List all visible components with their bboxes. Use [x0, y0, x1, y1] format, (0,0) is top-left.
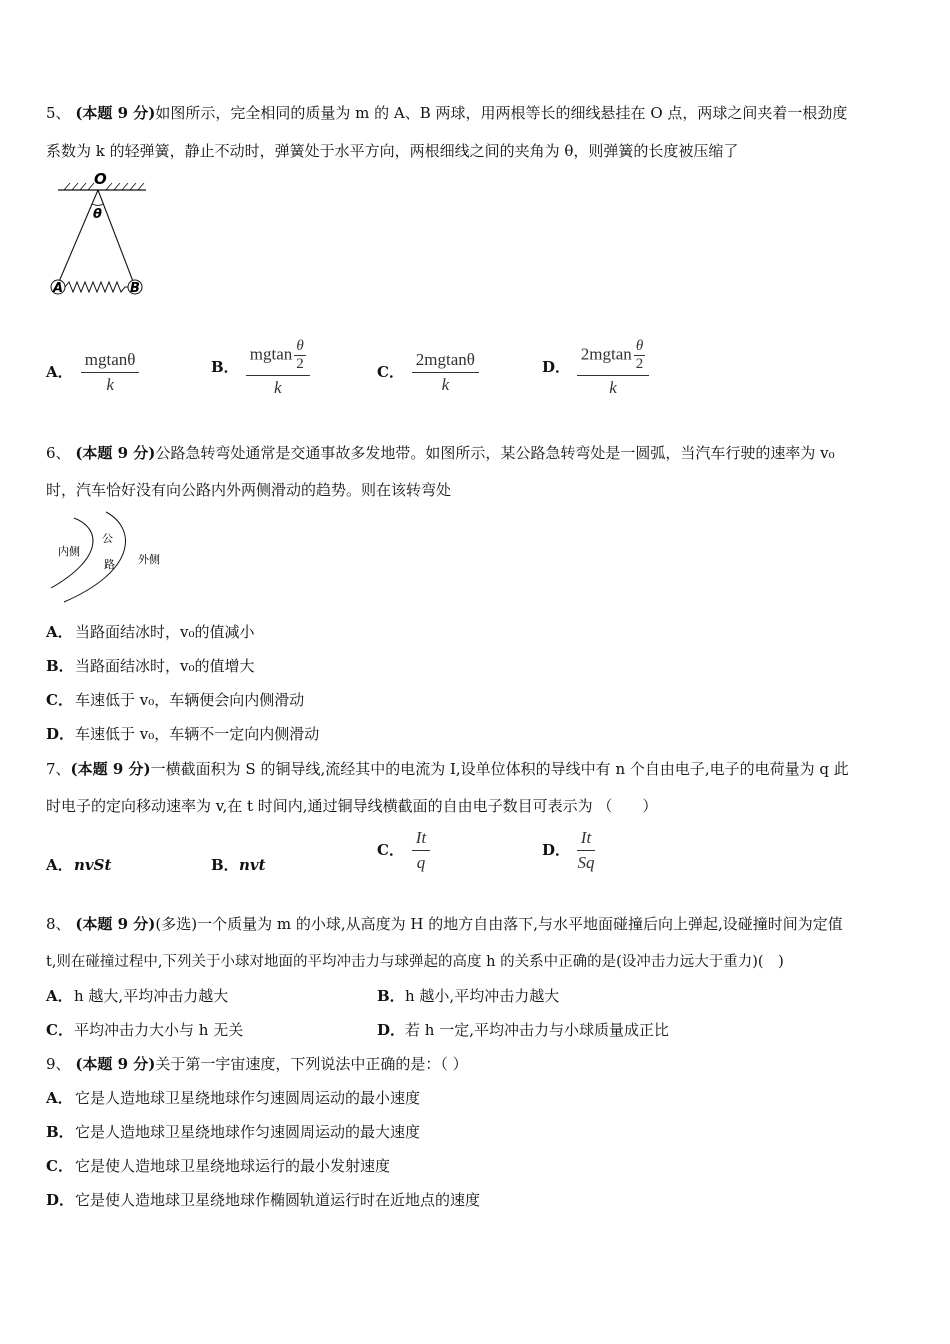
fraction-numerator: It [412, 828, 430, 851]
option-text: 它是使人造地球卫星绕地球运行的最小发射速度 [75, 1157, 391, 1175]
q5-option-a-fraction [81, 350, 140, 395]
fraction-numerator: 2mgtanθ [412, 350, 479, 373]
q5-spring [65, 282, 128, 292]
option-letter: C． [46, 691, 73, 709]
q7-line1 [46, 758, 849, 779]
q6-option-b [46, 655, 255, 676]
q6-option-d [46, 723, 319, 744]
q5-option-b-fraction [246, 338, 310, 398]
half-theta [634, 338, 646, 373]
q7-option-d [542, 828, 595, 873]
q7-option-c [377, 828, 430, 873]
q5-option-b [211, 338, 310, 398]
q5-option-d-fraction [577, 338, 650, 398]
q9-points: (本题 9 分) [75, 1055, 156, 1073]
q5-label-theta: θ [93, 207, 102, 222]
option-letter: C． [377, 840, 404, 859]
q8-points: (本题 9 分) [75, 915, 156, 933]
option-text: 车速低于 v₀，车辆不一定向内侧滑动 [75, 725, 320, 743]
fraction-denominator: k [274, 378, 282, 397]
q7-option-b [211, 854, 266, 875]
q5-figure [50, 170, 160, 300]
q8-option-b [377, 985, 559, 1006]
label-inner-side: 内侧 [58, 545, 80, 558]
mini-denominator: 2 [635, 356, 644, 372]
q7-option-a [46, 854, 111, 875]
option-letter: D． [542, 358, 571, 376]
q5-number: 5、 [46, 104, 71, 122]
q5-label-b: B [130, 281, 140, 296]
q9-text-1: 关于第一宇宙速度，下列说法中正确的是：（ ） [155, 1055, 468, 1073]
option-text: 它是人造地球卫星绕地球作匀速圆周运动的最小速度 [75, 1089, 421, 1107]
q7-text-1: 一横截面积为 S 的铜导线,流经其中的电流为 I,设单位体积的导线中有 n 个自由电子,电子的电荷量为 q 此 [150, 760, 849, 778]
q8-number: 8、 [46, 915, 71, 933]
q8-option-d [377, 1019, 669, 1040]
q8-line2: t,则在碰撞过程中,下列关于小球对地面的平均冲击力与球弹起的高度 h 的关系中正确的是(设冲击力远大于重力)( ) [46, 954, 784, 970]
option-text: nvSt [74, 856, 112, 874]
option-letter: D． [46, 1191, 75, 1209]
fraction-numerator: mgtanθ [81, 350, 140, 373]
q9-option-c [46, 1155, 390, 1176]
q5-label-a: A [53, 281, 64, 296]
q8-line1 [46, 913, 843, 934]
q9-option-d [46, 1189, 480, 1210]
fraction-denominator: k [106, 375, 114, 394]
option-letter: B． [377, 987, 405, 1005]
q8-option-c [46, 1019, 243, 1040]
q7-number: 7、 [46, 760, 71, 778]
half-theta [294, 338, 306, 373]
q5-option-c [377, 350, 479, 395]
q9-option-b [46, 1121, 420, 1142]
option-letter: D． [46, 725, 75, 743]
option-letter: C． [377, 362, 404, 381]
fraction-numerator [246, 338, 310, 376]
q6-line2: 时，汽车恰好没有向公路内外两侧滑动的趋势。则在该转弯处 [46, 481, 452, 499]
q9-option-a [46, 1087, 420, 1108]
fraction-denominator: k [609, 378, 617, 397]
option-text: 它是人造地球卫星绕地球作匀速圆周运动的最大速度 [75, 1123, 421, 1141]
q6-figure [46, 510, 176, 610]
option-text: nvt [239, 856, 266, 874]
q7-points: (本题 9 分) [70, 760, 151, 778]
q5-line2: 系数为 k 的轻弹簧，静止不动时，弹簧处于水平方向，两根细线之间的夹角为 θ，则弹簧的长度被压缩了 [46, 142, 739, 160]
fraction-denominator: q [416, 853, 426, 872]
q8-option-a [46, 985, 228, 1006]
fraction-denominator: Sq [577, 853, 595, 872]
option-letter: B． [46, 657, 74, 675]
option-letter: A． [46, 856, 73, 874]
option-letter: B． [211, 358, 239, 376]
q9-line1 [46, 1053, 468, 1074]
option-letter: C． [46, 1157, 73, 1175]
option-letter: D． [377, 1021, 406, 1039]
q6-number: 6、 [46, 444, 71, 462]
option-text: 当路面结冰时，v₀的值减小 [75, 623, 255, 641]
label-outer-side: 外侧 [138, 553, 160, 566]
mini-numerator: θ [635, 338, 644, 354]
option-letter: A． [46, 1089, 73, 1107]
q7-option-c-fraction [412, 828, 430, 873]
q5-option-d [542, 338, 649, 398]
q5-line1 [46, 102, 847, 123]
option-text: 车速低于 v₀，车辆便会向内侧滑动 [75, 691, 305, 709]
q8-text-1: (多选)一个质量为 m 的小球,从高度为 H 的地方自由落下,与水平地面碰撞后向上弹起,设碰撞时间为定值 [155, 915, 843, 933]
option-text: h 越小,平均冲击力越大 [405, 987, 560, 1005]
option-letter: B． [211, 856, 239, 874]
option-letter: B． [46, 1123, 74, 1141]
q5-text-1: 如图所示，完全相同的质量为 m 的 A、B 两球，用两根等长的细线悬挂在 O 点，两球之间夹着一根劲度 [155, 104, 848, 122]
option-letter: D． [542, 840, 571, 859]
q6-points: (本题 9 分) [75, 444, 156, 462]
option-letter: A． [46, 362, 73, 381]
option-text: 当路面结冰时，v₀的值增大 [75, 657, 255, 675]
option-text: 若 h 一定,平均冲击力与小球质量成正比 [405, 1021, 669, 1039]
q5-points: (本题 9 分) [75, 104, 156, 122]
q6-option-c [46, 689, 304, 710]
q5-option-a [46, 350, 139, 395]
option-letter: C． [46, 1021, 73, 1039]
option-letter: A． [46, 987, 73, 1005]
label-road-1: 公 [102, 532, 113, 545]
q6-text-1: 公路急转弯处通常是交通事故多发地带。如图所示，某公路急转弯处是一圆弧，当汽车行驶的速率为 v₀ [155, 444, 835, 462]
mini-denominator: 2 [296, 356, 304, 372]
q9-number: 9、 [46, 1055, 71, 1073]
numerator-text: 2mgtan [580, 344, 632, 364]
option-letter: A． [46, 623, 73, 641]
fraction-denominator: k [441, 375, 450, 394]
fraction-numerator: It [577, 828, 595, 851]
q6-option-a [46, 621, 255, 642]
fraction-numerator [577, 338, 650, 376]
q5-option-c-fraction [412, 350, 479, 395]
q6-line1 [46, 442, 835, 463]
option-text: 平均冲击力大小与 h 无关 [74, 1021, 244, 1039]
option-text: h 越大,平均冲击力越大 [74, 987, 229, 1005]
q7-option-d-fraction [577, 828, 595, 873]
q5-label-o: O [94, 170, 107, 188]
q7-line2: 时电子的定向移动速率为 v,在 t 时间内,通过铜导线横截面的自由电子数目可表示为 （ ） [46, 797, 658, 815]
mini-numerator: θ [296, 338, 304, 354]
option-text: 它是使人造地球卫星绕地球作椭圆轨道运行时在近地点的速度 [75, 1191, 481, 1209]
label-road-2: 路 [104, 558, 115, 571]
numerator-text: mgtan [249, 344, 293, 364]
